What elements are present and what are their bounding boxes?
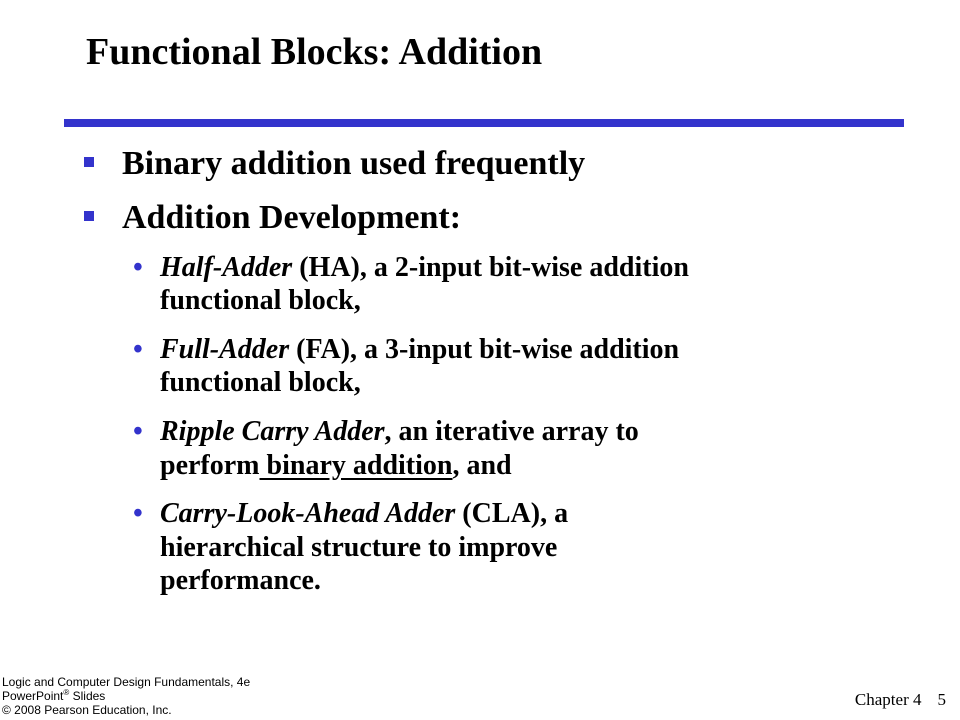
sub-bullet-item-carry-look-ahead-adder bbox=[133, 497, 884, 598]
sub-bullet-line: performance. bbox=[160, 565, 321, 597]
chapter-label: Chapter 4 bbox=[854, 690, 922, 709]
sub-bullet-line bbox=[160, 415, 884, 449]
bullet-list bbox=[84, 144, 884, 613]
sub-bullet-line bbox=[160, 333, 884, 367]
footer-page-info bbox=[855, 690, 946, 710]
sub-bullet-line bbox=[160, 497, 884, 531]
bullet-text: Binary addition used frequently bbox=[122, 145, 586, 182]
sub-bullet-line: functional block, bbox=[160, 285, 361, 317]
registered-mark: ® bbox=[63, 688, 70, 697]
round-bullet-icon: • bbox=[133, 415, 143, 447]
term-ripple-carry-adder: Ripple Carry Adder bbox=[160, 415, 385, 447]
sub-bullet-text: (FA), a 3-input bit-wise addition bbox=[289, 333, 680, 365]
square-bullet-icon bbox=[84, 211, 94, 221]
sub-bullet-line: hierarchical structure to improve bbox=[160, 531, 558, 563]
term-half-adder: Half-Adder bbox=[160, 251, 293, 283]
sub-bullet-text: (HA), a 2-input bit-wise addition bbox=[292, 251, 689, 283]
sub-bullet-line bbox=[160, 449, 884, 483]
sub-bullet-text: , an iterative array to bbox=[384, 415, 639, 447]
footer-text: PowerPoint bbox=[2, 689, 64, 703]
sub-bullet-line bbox=[160, 251, 884, 285]
sub-bullet-text: (CLA), a bbox=[455, 498, 569, 530]
footer-copyright: © 2008 Pearson Education, Inc. bbox=[2, 703, 172, 717]
footer-book-title: Logic and Computer Design Fundamentals, 4e bbox=[2, 675, 251, 689]
bullet-item bbox=[84, 144, 884, 185]
sub-bullet-item-full-adder bbox=[133, 333, 884, 400]
footer-book-info bbox=[2, 675, 250, 717]
sub-bullet-list bbox=[133, 251, 884, 598]
sub-bullet-text: perform bbox=[160, 449, 260, 481]
page-number: 5 bbox=[937, 690, 946, 709]
term-full-adder: Full-Adder bbox=[160, 333, 290, 365]
round-bullet-icon: • bbox=[133, 498, 143, 530]
sub-bullet-text: , and bbox=[452, 449, 512, 481]
bullet-item bbox=[84, 198, 884, 239]
term-carry-look-ahead-adder: Carry-Look-Ahead Adder bbox=[160, 498, 456, 530]
sub-bullet-item-half-adder bbox=[133, 251, 884, 318]
sub-bullet-item-ripple-carry-adder bbox=[133, 415, 884, 482]
round-bullet-icon: • bbox=[133, 251, 143, 283]
round-bullet-icon: • bbox=[133, 333, 143, 365]
underlined-text: binary addition bbox=[259, 449, 453, 481]
title-divider bbox=[64, 119, 904, 127]
slide-title: Functional Blocks: Addition bbox=[86, 31, 543, 73]
footer-slides-line bbox=[2, 689, 250, 703]
bullet-text: Addition Development: bbox=[122, 198, 462, 236]
sub-bullet-line: functional block, bbox=[160, 367, 361, 399]
footer-text: Slides bbox=[69, 689, 106, 703]
square-bullet-icon bbox=[84, 157, 94, 167]
